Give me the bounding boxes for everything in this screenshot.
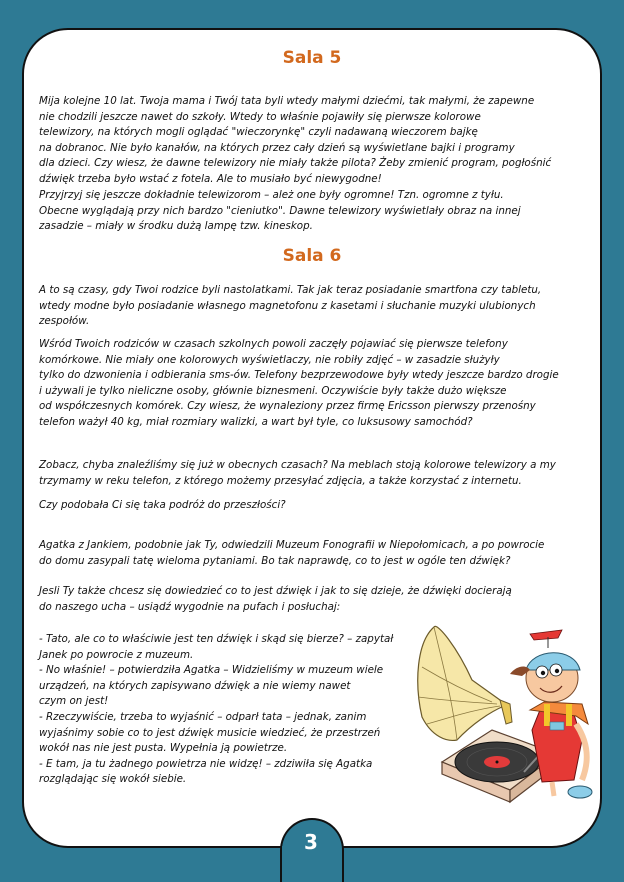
sala-6-paragraph-2: Wśród Twoich rodziców w czasach szkolnych powoli zaczęły pojawiać się pierwsze telefony komórkowe. Nie miały one kolorowych wyświetlaczy, nie robiły zdjęć – w zasadzie służyły tylko do dzwonienia i odbierania sms-ów. Telefony bezprzewodowe były wtedy jeszcze bardzo drogie i używali je tylko nieliczne osoby, głównie biznesmeni. Oczywiście były także dużo większe od współczesnych komórek. Czy wiesz, że wynaleziony przez firmę Ericsson pierwszy przenośny telefon ważył 40 kg, miał rozmiary walizki, a wart był tyle, co luksusowy samochód? bbox=[39, 338, 559, 428]
sala-6-paragraph-6: Jesli Ty także chcesz się dowiedzieć co to jest dźwięk i jak to się dzieje, że dźwięki docierają do naszego ucha – usiądź wygodnie na pufach i posłuchaj: bbox=[39, 585, 512, 613]
sala-6-paragraph-5: Agatka z Jankiem, podobnie jak Ty, odwiedzili Muzeum Fonografii w Niepołomicach, a po powrocie do domu zasypali tatę wieloma pytaniami. Bo tak naprawdę, co to jest w ogóle ten dźwięk? bbox=[39, 539, 545, 567]
sala-5-paragraph-2: Przyjrzyj się jeszcze dokładnie telewizorom – ależ one były ogromne! Tzn. ogromne z tyłu. Obecne wyglądają przy nich bardzo "cieniutko". Dawne telewizory wyświetlały obraz na innej zasadzie – miały w środku dużą lampę tzw. kineskop. bbox=[39, 189, 521, 233]
sala-6-paragraph-1: A to są czasy, gdy Twoi rodzice byli nastolatkami. Tak jak teraz posiadanie smartfona czy tabletu, wtedy modne było posiadanie własnego magnetofonu z kasetami i słuchanie muzyki ulubionych zespołów. bbox=[39, 284, 542, 328]
sala-5-heading: Sala 5 bbox=[282, 48, 342, 68]
gramophone-boy-illustration bbox=[412, 612, 602, 804]
page-number: 3 bbox=[304, 830, 318, 854]
gramophone-horn-icon bbox=[418, 626, 512, 740]
sala-6-paragraph-4: Czy podobała Ci się taka podróż do przeszłości? bbox=[39, 499, 286, 511]
sala-6-heading: Sala 6 bbox=[282, 246, 342, 266]
dialogue-paragraph: - Tato, ale co to właściwie jest ten dźwięk i skąd się bierze? – zapytał Janek po powrocie z muzeum. - No właśnie! – potwierdziła Agatka – Widzieliśmy w muzeum wiele urządzeń, na których zapisywano dźwięk a nie wiemy nawet czym on jest! - Rzeczywiście, trzeba to wyjaśnić – odparł tata – jednak, zanim wyjaśnimy sobie co to jest dźwięk musicie wiedzieć, że przestrzeń wokół nas nie jest pusta. Wypełnia ją powietrze. - E tam, ja tu żadnego powietrza nie widzę! – zdziwiła się Agatka rozglądając się wokół siebie. bbox=[39, 633, 394, 786]
sala-6-paragraph-3: Zobacz, chyba znaleźliśmy się już w obecnych czasach? Na meblach stoją kolorowe telewizory a my trzymamy w reku telefon, z którego możemy przesyłać zdjęcia, a także korzystać z internetu. bbox=[39, 459, 556, 487]
sala-5-paragraph-1: Mija kolejne 10 lat. Twoja mama i Twój tata byli wtedy małymi dziećmi, tak małymi, że zapewne nie chodzili jeszcze nawet do szkoły. Wtedy to właśnie pojawiły się pierwsze kolorowe telewizory, na których mogli oglądać "wieczorynkę" czyli nadawaną wieczorem bajkę na dobranoc. Nie było kanałów, na których przez cały dzień są wyświetlane bajki i programy dla dzieci. Czy wiesz, że dawne telewizory nie miały także pilota? Żeby zmienić program, pogłośnić dźwięk trzeba było wstać z fotela. Ale to musiało być niewygodne! bbox=[39, 95, 552, 185]
